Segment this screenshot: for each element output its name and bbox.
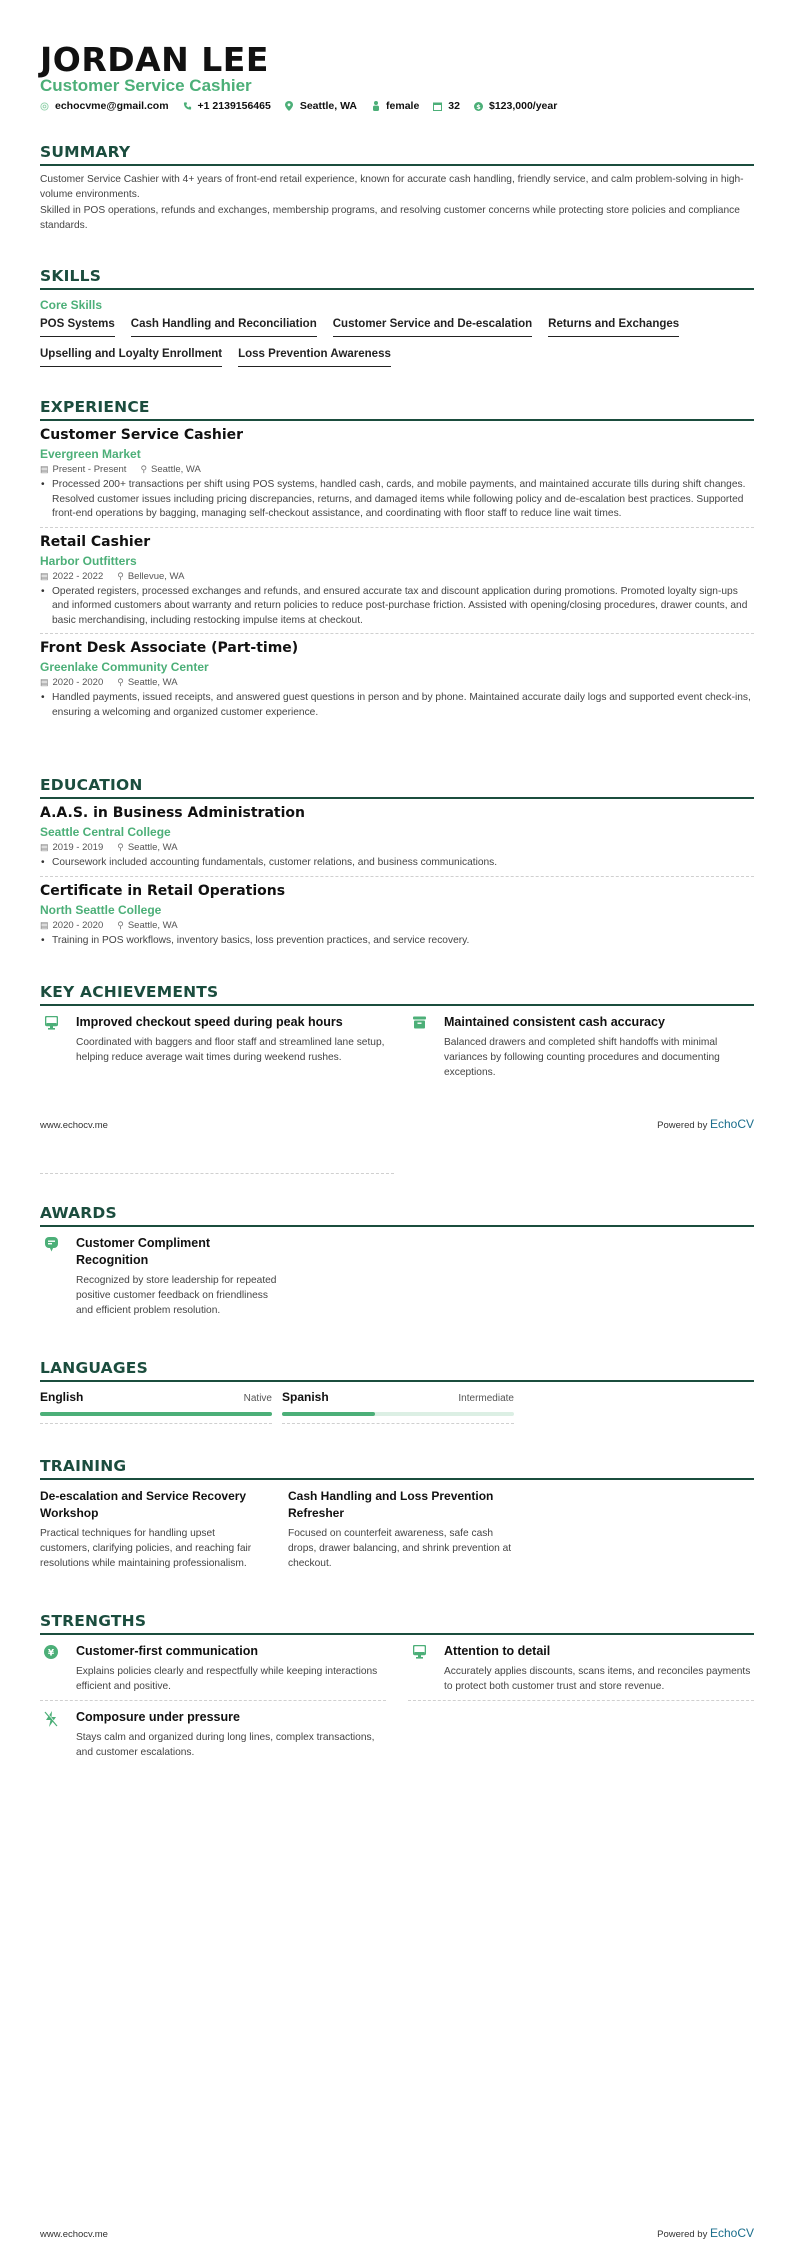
company-name: Evergreen Market — [40, 447, 141, 461]
strength-description: Explains policies clearly and respectfully while keeping interactions efficient and positive. — [76, 1666, 378, 1692]
powered-by-label: Powered by — [657, 1120, 710, 1131]
calendar-icon: ▤ — [40, 842, 49, 852]
job-location: Seattle, WA — [151, 464, 201, 475]
awards-heading: AWARDS — [40, 1204, 754, 1227]
summary-heading: SUMMARY — [40, 143, 754, 166]
language-level: Intermediate — [458, 1393, 514, 1404]
awards-section — [40, 1204, 754, 1324]
contact-bar — [40, 100, 557, 112]
phone-icon — [183, 102, 192, 111]
page-footer — [40, 2226, 754, 2240]
contact-gender — [371, 100, 419, 112]
job-title: Retail Cashier — [40, 533, 151, 550]
education-heading: EDUCATION — [40, 776, 754, 799]
skill-tag: POS Systems — [40, 315, 115, 337]
strength-title: Customer-first communication — [76, 1644, 258, 1658]
brand-logo[interactable]: EchoCV — [709, 2226, 754, 2240]
company-name: Harbor Outfitters — [40, 553, 137, 568]
job-description: • Operated registers, processed exchanges and refunds, and ensured accurate tax and discount application during promotions. Promoted loyalty sign-ups and informed customers about warranty and return policies to reduce post-purchase friction. Assisted with opening/closing procedures, drawer counts, and basic merchandising, including restocking impulse items at checkout. — [40, 585, 754, 629]
skills-group-label: Core Skills — [40, 298, 103, 312]
education-meta — [40, 842, 754, 853]
training-title: De-escalation and Service Recovery Workshop — [40, 1489, 247, 1520]
contact-gender-value: female — [386, 100, 420, 112]
award-description: Recognized by store leadership for repeated positive customer feedback on friendliness and efficient problem resolution. — [76, 1275, 277, 1316]
skills-heading: SKILLS — [40, 267, 754, 290]
training-item — [288, 1488, 514, 1571]
job-title: Front Desk Associate (Part-time) — [40, 640, 299, 656]
language-progress-fill — [40, 1412, 272, 1416]
job-location: Seattle, WA — [127, 677, 178, 688]
language-progress-bar — [40, 1412, 272, 1416]
location-icon: ⚲ — [117, 842, 124, 852]
location-icon: ⚲ — [140, 464, 148, 474]
contact-salary — [474, 100, 557, 112]
contact-phone[interactable] — [183, 100, 271, 112]
strength-description: Stays calm and organized during long lines, complex transactions, and customer escalations. — [76, 1732, 375, 1758]
job-meta — [40, 677, 754, 688]
skills-section — [40, 267, 754, 375]
achievements-section — [40, 983, 754, 1086]
education-description: • Training in POS workflows, inventory basics, loss prevention practices, and service recovery. — [40, 934, 754, 949]
skill-tag: Customer Service and De-escalation — [333, 315, 532, 337]
footer-site-link[interactable]: www.echocv.me — [40, 1120, 108, 1131]
experience-item — [40, 634, 754, 725]
school-name: North Seattle College — [40, 902, 162, 917]
degree-title: Certificate in Retail Operations — [40, 882, 286, 899]
strength-item — [40, 1701, 386, 1766]
training-description: Focused on counterfeit awareness, safe cash drops, drawer balancing, and shrink prevention at checkout. — [288, 1528, 512, 1569]
experience-heading: EXPERIENCE — [40, 398, 754, 421]
training-item — [40, 1488, 266, 1571]
contact-location-value: Seattle, WA — [299, 100, 358, 112]
money-icon — [474, 102, 483, 111]
summary-paragraph-1: Customer Service Cashier with 4+ years of front-end retail experience, known for accurate cash handling, friendly service, and calm problem-solving in high-volume environments. — [40, 174, 744, 200]
contact-email[interactable] — [40, 100, 169, 112]
languages-heading: LANGUAGES — [40, 1359, 754, 1382]
yen-icon — [40, 1643, 62, 1694]
archive-icon — [408, 1014, 430, 1080]
award-title: Customer Compliment Recognition — [76, 1236, 211, 1267]
location-icon — [285, 102, 294, 111]
experience-item — [40, 421, 754, 528]
page-divider — [40, 1173, 394, 1174]
calendar-icon: ▤ — [40, 464, 49, 474]
contact-salary-value: $123,000/year — [488, 100, 558, 112]
degree-title: A.A.S. in Business Administration — [40, 805, 305, 821]
skill-tag: Upselling and Loyalty Enrollment — [40, 345, 222, 367]
candidate-title: Customer Service Cashier — [40, 76, 252, 95]
language-progress-bar — [282, 1412, 514, 1416]
strength-description: Accurately applies discounts, scans items, and reconciles payments to protect both customer trust and store revenue. — [444, 1666, 751, 1692]
at-icon — [40, 102, 49, 111]
company-name: Greenlake Community Center — [40, 660, 209, 674]
education-description: • Coursework included accounting fundamentals, customer relations, and business communications. — [40, 856, 754, 871]
education-dates: 2019 - 2019 — [52, 842, 104, 853]
achievements-heading: KEY ACHIEVEMENTS — [40, 983, 754, 1006]
achievement-description: Coordinated with baggers and floor staff and streamlined lane setup, helping reduce average wait times during weekend rushes. — [76, 1037, 385, 1063]
language-item — [40, 1390, 272, 1424]
strength-item — [40, 1635, 386, 1701]
job-dates: Present - Present — [52, 464, 127, 475]
footer-site-link[interactable]: www.echocv.me — [40, 2229, 108, 2240]
education-item — [40, 799, 754, 877]
strength-title: Attention to detail — [444, 1644, 551, 1658]
calendar-icon — [433, 102, 442, 111]
skill-tag: Cash Handling and Reconciliation — [131, 315, 317, 337]
achievement-title: Improved checkout speed during peak hours — [76, 1015, 343, 1029]
award-item — [40, 1227, 280, 1324]
strengths-heading: STRENGTHS — [40, 1612, 754, 1635]
strengths-section — [40, 1612, 754, 1766]
location-icon: ⚲ — [117, 919, 124, 930]
language-level: Native — [243, 1393, 272, 1404]
job-dates: 2022 - 2022 — [52, 570, 104, 582]
education-section — [40, 776, 754, 953]
summary-section — [40, 143, 754, 233]
calendar-icon: ▤ — [40, 677, 49, 687]
powered-by-label: Powered by — [657, 2229, 710, 2240]
experience-item — [40, 528, 754, 635]
job-location: Bellevue, WA — [127, 570, 185, 582]
calendar-icon: ▤ — [40, 919, 49, 930]
contact-phone-value: +1 2139156465 — [197, 100, 271, 112]
job-meta — [40, 464, 754, 475]
training-title: Cash Handling and Loss Prevention Refresher — [288, 1489, 494, 1520]
powered-by — [657, 1117, 754, 1131]
skill-tag: Loss Prevention Awareness — [238, 345, 391, 367]
training-section — [40, 1457, 754, 1571]
training-heading: TRAINING — [40, 1457, 754, 1480]
powered-by — [657, 2226, 754, 2240]
svg-text:¥: ¥ — [47, 1648, 55, 1659]
achievement-item — [40, 1006, 386, 1086]
language-name: English — [40, 1390, 84, 1404]
contact-email-value: echocvme@gmail.com — [55, 100, 169, 112]
experience-section — [40, 398, 754, 725]
monitor-icon — [408, 1643, 430, 1694]
calendar-icon: ▤ — [40, 570, 49, 581]
job-meta — [40, 571, 754, 582]
strength-item — [408, 1635, 754, 1701]
brand-logo[interactable]: EchoCV — [709, 1117, 754, 1131]
message-icon — [40, 1235, 62, 1318]
person-icon — [371, 102, 380, 111]
language-name: Spanish — [282, 1390, 329, 1404]
job-title: Customer Service Cashier — [40, 427, 244, 443]
page-footer — [40, 1117, 754, 1131]
achievement-description: Balanced drawers and completed shift handoffs with minimal variances by following counting procedures and documenting exceptions. — [444, 1037, 720, 1078]
job-description: • Processed 200+ transactions per shift using POS systems, handled cash, cards, and mobile payments, and maintained accurate tills during shift changes. Resolved customer issues including pricing discrepancies, returns, and damaged items while following policy and de-escalation best practices. Supported front-end operations by bagging, managing self-checkout assistance, and coordinating with floor staff to reduce line wait times. — [40, 478, 754, 522]
job-dates: 2020 - 2020 — [52, 677, 104, 688]
education-location: Seattle, WA — [127, 842, 178, 853]
lightning-off-icon — [40, 1709, 62, 1760]
skills-list — [40, 315, 754, 375]
monitor-icon — [40, 1014, 62, 1080]
summary-paragraph-2: Skilled in POS operations, refunds and exchanges, membership programs, and resolving customer concerns while protecting store policies and compliance standards. — [40, 205, 740, 231]
candidate-name: JORDAN LEE — [40, 40, 269, 79]
achievement-item — [408, 1006, 754, 1086]
languages-section — [40, 1359, 754, 1424]
contact-age-value: 32 — [448, 100, 460, 112]
contact-age — [433, 100, 460, 112]
language-progress-fill — [282, 1412, 375, 1416]
education-meta — [40, 920, 754, 931]
svg-text:$: $ — [476, 102, 481, 111]
school-name: Seattle Central College — [40, 825, 171, 839]
achievement-title: Maintained consistent cash accuracy — [444, 1015, 665, 1029]
skill-tag: Returns and Exchanges — [548, 315, 679, 337]
education-item — [40, 877, 754, 954]
location-icon: ⚲ — [117, 677, 124, 687]
training-description: Practical techniques for handling upset customers, clarifying policies, and reaching fair resolutions while maintaining professionalism. — [40, 1528, 252, 1569]
location-icon: ⚲ — [117, 570, 124, 581]
strength-title: Composure under pressure — [76, 1710, 240, 1724]
education-dates: 2020 - 2020 — [52, 919, 104, 931]
education-location: Seattle, WA — [127, 919, 178, 931]
contact-location — [285, 100, 357, 112]
job-description: • Handled payments, issued receipts, and answered guest questions in person and by phone. Maintained accurate daily logs and supported event check-ins, ensuring a welcoming and organized customer experience. — [40, 691, 754, 720]
language-item — [282, 1390, 514, 1424]
